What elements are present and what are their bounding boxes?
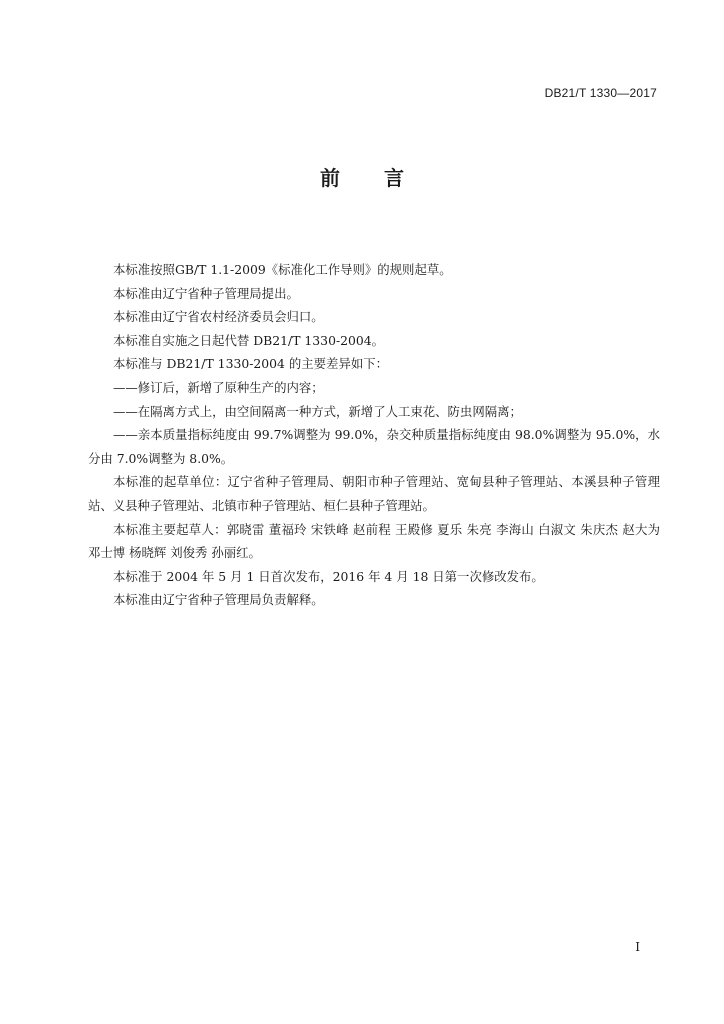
standard-code: DB21/T 1330—2017 bbox=[544, 86, 657, 100]
page-title bbox=[0, 162, 724, 191]
paragraph-proposer: 本标准由辽宁省种子管理局提出。 bbox=[113, 285, 299, 301]
paragraph-interpretation: 本标准由辽宁省种子管理局负责解释。 bbox=[113, 592, 324, 608]
foreword-body bbox=[88, 258, 660, 612]
page-number: I bbox=[635, 940, 640, 954]
title-char-1: 前 bbox=[320, 166, 340, 190]
paragraph-release-history: 本标准于 2004 年 5 月 1 日首次发布，2016 年 4 月 18 日第一次修改发布。 bbox=[113, 568, 544, 584]
difference-item-1: ——修订后，新增了原种生产的内容； bbox=[113, 379, 324, 395]
paragraph-drafting-units: 本标准的起草单位：辽宁省种子管理局、朝阳市种子管理站、宽甸县种子管理站、本溪县种子管理站、义县种子管理站、北镇市种子管理站、桓仁县种子管理站。 bbox=[88, 474, 660, 513]
paragraph-centralized-by: 本标准由辽宁省农村经济委员会归口。 bbox=[113, 309, 324, 325]
paragraph-replaces: 本标准自实施之日起代替 DB21/T 1330-2004。 bbox=[113, 332, 385, 348]
paragraph-drafting-rules: 本标准按照GB/T 1.1-2009《标准化工作导则》的规则起草。 bbox=[113, 262, 452, 277]
title-char-2: 言 bbox=[384, 166, 404, 190]
difference-item-3: ——亲本质量指标纯度由 99.7%调整为 99.0%，杂交种质量指标纯度由 98.0%调整为 95.0%，水分由 7.0%调整为 8.0%。 bbox=[88, 427, 660, 466]
paragraph-drafters: 本标准主要起草人：郭晓雷 董福玲 宋铁峰 赵前程 王殿修 夏乐 朱亮 李海山 白淑文 朱庆杰 赵大为 邓士博 杨晓辉 刘俊秀 孙丽红。 bbox=[88, 521, 660, 561]
paragraph-differences-intro: 本标准与 DB21/T 1330-2004 的主要差异如下： bbox=[113, 356, 389, 372]
difference-item-2: ——在隔离方式上，由空间隔离一种方式，新增了人工束花、防虫网隔离； bbox=[113, 403, 522, 419]
